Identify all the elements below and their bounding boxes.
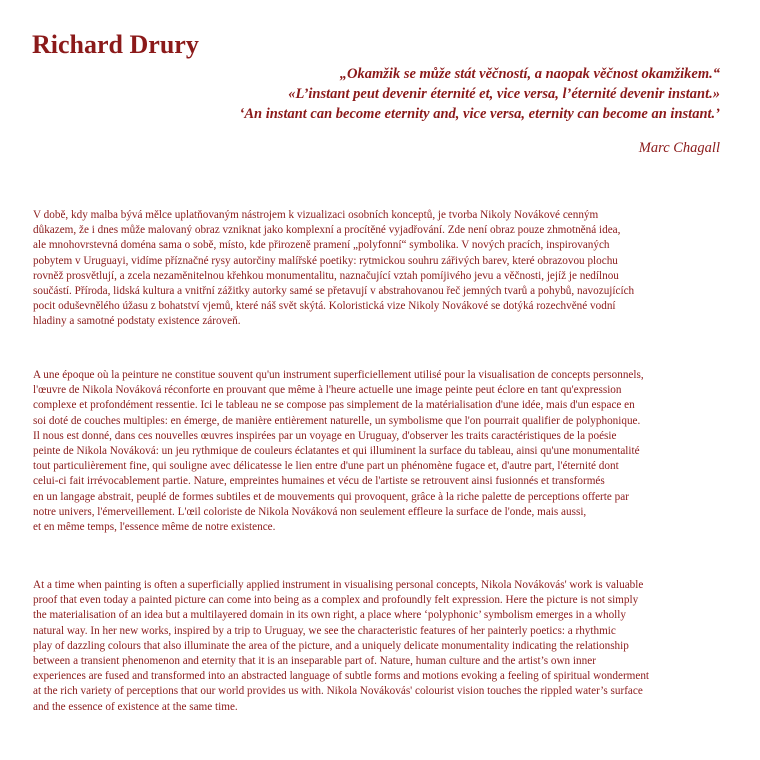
- text-line: notre univers, l'émerveillement. L'œil coloriste de Nikola Nováková non seulement effleure la surface de l'onde, mais aussi,: [33, 505, 587, 518]
- paragraph-french: [33, 368, 733, 535]
- text-line: součástí. Příroda, lidská kultura a vnitřní zážitky autorky samé se přetavují v abstrahovanou řeč jemných tvarů a pohybů, navozujících: [33, 285, 635, 298]
- text-line: l'œuvre de Nikola Nováková réconforte en prouvant que même à l'heure actuelle une image peinte peut éclore en tant qu'expression: [33, 384, 622, 397]
- text-line: rovněž prosvětlují, a zcela nezaměnitelnou křehkou monumentalitu, naznačující vztah pomíjivého jevu a věčnosti, jejíž je nedílnou: [33, 269, 619, 282]
- quote-attribution: Marc Chagall: [638, 140, 720, 156]
- text-line: natural way. In her new works, inspired by a trip to Uruguay, we see the characteristic features of her painterly poetics: a rhythmic: [33, 624, 616, 637]
- text-line: pocit oduševnělého úžasu z bohatství vjemů, které náš svět skýtá. Koloristická vize Nikoly Novákové se dotýká rozechvěné vodní: [33, 300, 616, 313]
- text-line: the materialisation of an idea but a multilayered domain in its own right, a place where ‘polyphonic’ symbolism emerges in a wholly: [33, 609, 626, 622]
- text-line: A une époque où la peinture ne constitue souvent qu'un instrument superficiellement utilisé pour la visualisation de concepts personnels,: [33, 369, 644, 381]
- text-line: et en même temps, l'essence même de notre existence.: [33, 521, 276, 534]
- text-line: Il nous est donné, dans ces nouvelles œuvres inspirées par un voyage en Uruguay, d'observer les traits caractéristiques de la poésie: [33, 429, 617, 442]
- text-line: ale mnohovrstevná doména sama o sobě, místo, kde přirozeně pramení „polyfonní“ symbolika. V nových pracích, inspirovaných: [33, 239, 610, 252]
- text-line: celui-ci fait irrévocablement partie. Nature, empreintes humaines et vécu de l'artiste se retrouvent ainsi fusionnés et transformés: [33, 475, 605, 488]
- text-line: důkazem, že i dnes může malovaný obraz vzniknat jako komplexní a procítěné vyjadřování. Zde není obraz pouze zhmotněná idea,: [33, 224, 621, 237]
- text-line: proof that even today a painted picture can come into being as a complex and profoundly felt expression. Here the picture is not simply: [33, 594, 639, 607]
- text-line: at the rich variety of perceptions that our world provides us with. Nikola Novákovás' colourist vision touches the rippled water’s surface: [33, 685, 643, 698]
- text-line: soi doté de couches multiples: en émerge, de manière entièrement naturelle, un symbolisme que l'on pourrait qualifier de polyphonique.: [33, 414, 641, 427]
- quote-line-french: «L’instant peut devenir éternité et, vice versa, l’éternité devenir instant.»: [288, 86, 720, 102]
- text-line: en un langage abstrait, peuplé de formes subtiles et de mouvements qui provoquent, grâce à la riche palette de perceptions offerte par: [33, 490, 629, 503]
- text-line: At a time when painting is often a superficially applied instrument in visualising personal concepts, Nikola Novákovás' work is valuable: [33, 579, 644, 591]
- text-line: complexe et profondément ressentie. Ici le tableau ne se compose pas simplement de la matérialisation d'une idée, mais d'un espace en: [33, 399, 635, 412]
- text-line: peinte de Nikola Nováková: un jeu rythmique de couleurs éclatantes et qui illuminent la surface du tableau, ainsi qu'une monumentalité: [33, 445, 640, 458]
- paragraph-english: [33, 578, 733, 715]
- text-line: V době, kdy malba bývá mělce uplatňovaným nástrojem k vizualizaci osobních konceptů, je tvorba Nikoly Novákové cenným: [33, 209, 599, 221]
- text-line: experiences are fused and transformed into an abstracted language of subtle forms and motions evoking a feeling of spiritual wonderment: [33, 670, 650, 683]
- author-name: Richard Drury: [32, 30, 199, 59]
- text-line: pobytem v Uruguayi, vidíme příznačné rysy autorčiny malířské poetiky: rytmickou souhru zářivých barev, které obrazovou plochu: [33, 254, 618, 267]
- epigraph-quote: [240, 64, 720, 124]
- text-line: between a transient phenomenon and eternity that it is an inseparable part of. Nature, human culture and the artist’s own inner: [33, 655, 596, 668]
- text-line: and the essence of existence at the same time.: [33, 700, 238, 713]
- text-line: tout particulièrement fine, qui souligne avec délicatesse le lien entre d'une part un phénomène fugace et, d'autre part, l'éternité dont: [33, 460, 619, 473]
- text-line: play of dazzling colours that also illuminate the area of the picture, and a uniquely delicate monumentality indicating the relationship: [33, 639, 629, 652]
- quote-line-english: ‘An instant can become eternity and, vice versa, eternity can become an instant.’: [239, 106, 720, 122]
- text-line: hladiny a samotné podstaty existence zároveň.: [33, 315, 241, 328]
- quote-line-czech: „Okamžik se může stát věčností, a naopak věčnost okamžikem.“: [339, 66, 720, 82]
- paragraph-czech: [33, 208, 733, 330]
